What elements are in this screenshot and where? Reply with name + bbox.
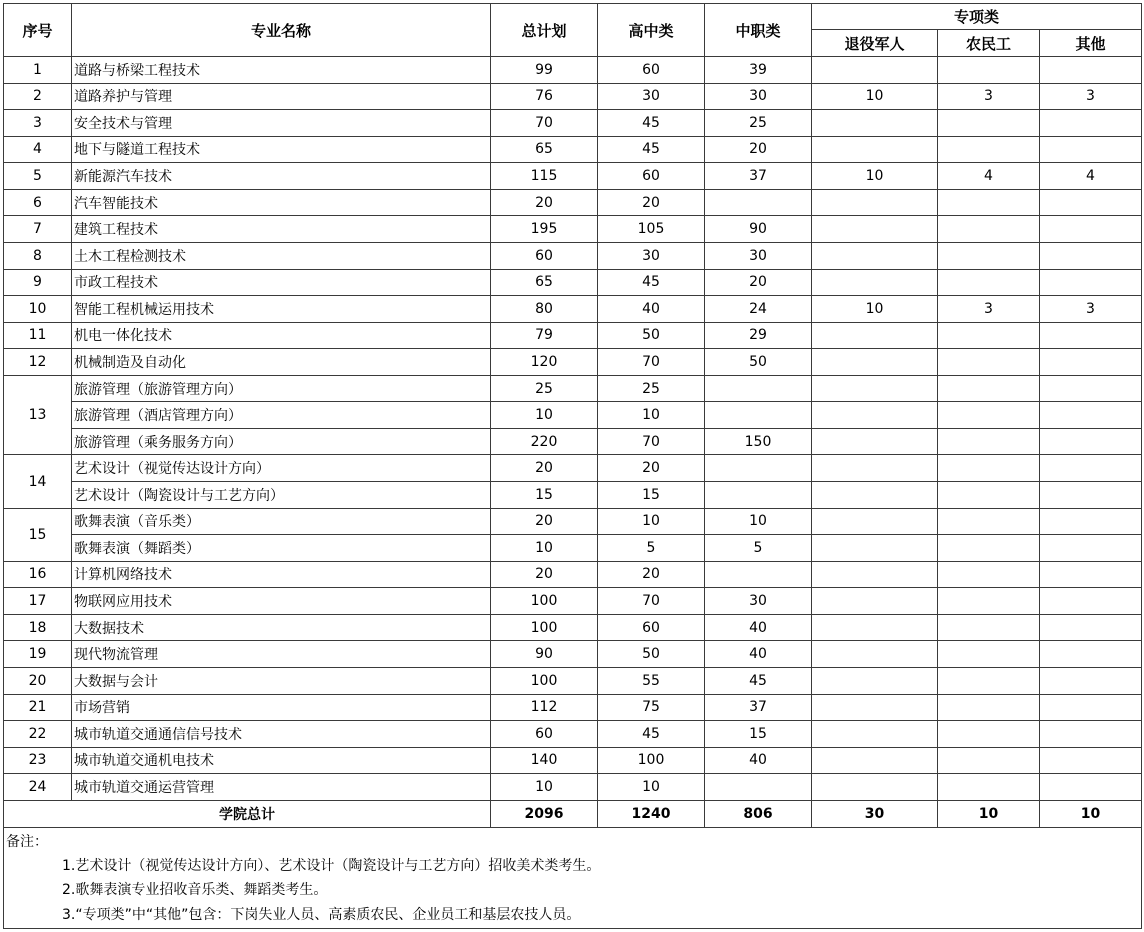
vocational-cell bbox=[705, 482, 812, 509]
total-plan-cell: 140 bbox=[491, 747, 598, 774]
seq-cell: 22 bbox=[4, 721, 72, 748]
major-name-cell: 安全技术与管理 bbox=[72, 110, 491, 137]
vocational-cell: 25 bbox=[705, 110, 812, 137]
veterans-cell: 10 bbox=[812, 163, 938, 190]
table-row bbox=[4, 296, 1142, 323]
high-school-cell: 30 bbox=[598, 83, 705, 110]
seq-cell: 1 bbox=[4, 57, 72, 84]
header-migrant-workers: 农民工 bbox=[938, 30, 1040, 57]
summary-vocational: 806 bbox=[705, 800, 812, 827]
seq-cell: 2 bbox=[4, 83, 72, 110]
note-item: 3.“专项类”中“其他”包含：下岗失业人员、高素质农民、企业员工和基层农技人员。 bbox=[62, 906, 581, 923]
enrollment-sheet bbox=[3, 3, 1141, 929]
high-school-cell: 45 bbox=[598, 269, 705, 296]
major-name-cell: 新能源汽车技术 bbox=[72, 163, 491, 190]
high-school-cell: 25 bbox=[598, 375, 705, 402]
migrant-workers-cell bbox=[938, 774, 1040, 801]
migrant-workers-cell bbox=[938, 721, 1040, 748]
seq-cell: 6 bbox=[4, 189, 72, 216]
veterans-cell bbox=[812, 189, 938, 216]
vocational-cell: 10 bbox=[705, 508, 812, 535]
veterans-cell bbox=[812, 455, 938, 482]
migrant-workers-cell bbox=[938, 588, 1040, 615]
veterans-cell bbox=[812, 242, 938, 269]
veterans-cell bbox=[812, 535, 938, 562]
table-row bbox=[4, 561, 1142, 588]
high-school-cell: 55 bbox=[598, 667, 705, 694]
other-cell bbox=[1040, 721, 1142, 748]
migrant-workers-cell bbox=[938, 375, 1040, 402]
header-major-name: 专业名称 bbox=[72, 4, 491, 57]
high-school-cell: 15 bbox=[598, 482, 705, 509]
header-other: 其他 bbox=[1040, 30, 1142, 57]
veterans-cell bbox=[812, 482, 938, 509]
total-plan-cell: 80 bbox=[491, 296, 598, 323]
migrant-workers-cell bbox=[938, 189, 1040, 216]
veterans-cell bbox=[812, 375, 938, 402]
other-cell bbox=[1040, 614, 1142, 641]
major-name-cell: 地下与隧道工程技术 bbox=[72, 136, 491, 163]
other-cell bbox=[1040, 349, 1142, 376]
total-plan-cell: 20 bbox=[491, 561, 598, 588]
major-name-cell: 建筑工程技术 bbox=[72, 216, 491, 243]
other-cell: 3 bbox=[1040, 296, 1142, 323]
seq-cell: 9 bbox=[4, 269, 72, 296]
veterans-cell bbox=[812, 721, 938, 748]
veterans-cell bbox=[812, 402, 938, 429]
table-row bbox=[4, 216, 1142, 243]
veterans-cell bbox=[812, 57, 938, 84]
high-school-cell: 10 bbox=[598, 402, 705, 429]
seq-cell: 13 bbox=[4, 375, 72, 455]
major-name-cell: 歌舞表演（舞蹈类） bbox=[72, 535, 491, 562]
total-plan-cell: 10 bbox=[491, 774, 598, 801]
total-plan-cell: 60 bbox=[491, 721, 598, 748]
high-school-cell: 105 bbox=[598, 216, 705, 243]
total-plan-cell: 70 bbox=[491, 110, 598, 137]
seq-cell: 3 bbox=[4, 110, 72, 137]
header-vocational: 中职类 bbox=[705, 4, 812, 57]
table-row bbox=[4, 136, 1142, 163]
high-school-cell: 50 bbox=[598, 641, 705, 668]
veterans-cell bbox=[812, 269, 938, 296]
major-name-cell: 市场营销 bbox=[72, 694, 491, 721]
migrant-workers-cell bbox=[938, 216, 1040, 243]
other-cell bbox=[1040, 667, 1142, 694]
major-name-cell: 现代物流管理 bbox=[72, 641, 491, 668]
vocational-cell bbox=[705, 375, 812, 402]
vocational-cell: 20 bbox=[705, 136, 812, 163]
seq-cell: 21 bbox=[4, 694, 72, 721]
vocational-cell: 37 bbox=[705, 694, 812, 721]
total-plan-cell: 99 bbox=[491, 57, 598, 84]
other-cell bbox=[1040, 189, 1142, 216]
table-row bbox=[4, 322, 1142, 349]
seq-cell: 19 bbox=[4, 641, 72, 668]
table-row bbox=[4, 242, 1142, 269]
total-plan-cell: 25 bbox=[491, 375, 598, 402]
migrant-workers-cell: 3 bbox=[938, 296, 1040, 323]
veterans-cell bbox=[812, 561, 938, 588]
veterans-cell: 10 bbox=[812, 296, 938, 323]
vocational-cell: 29 bbox=[705, 322, 812, 349]
veterans-cell bbox=[812, 110, 938, 137]
major-name-cell: 旅游管理（旅游管理方向） bbox=[72, 375, 491, 402]
other-cell bbox=[1040, 402, 1142, 429]
high-school-cell: 10 bbox=[598, 774, 705, 801]
table-row bbox=[4, 110, 1142, 137]
high-school-cell: 20 bbox=[598, 455, 705, 482]
seq-cell: 4 bbox=[4, 136, 72, 163]
other-cell bbox=[1040, 216, 1142, 243]
vocational-cell: 30 bbox=[705, 242, 812, 269]
seq-cell: 17 bbox=[4, 588, 72, 615]
high-school-cell: 60 bbox=[598, 163, 705, 190]
header-special: 专项类 bbox=[812, 4, 1142, 30]
veterans-cell bbox=[812, 588, 938, 615]
high-school-cell: 45 bbox=[598, 136, 705, 163]
vocational-cell: 90 bbox=[705, 216, 812, 243]
summary-row bbox=[4, 800, 1142, 827]
vocational-cell: 37 bbox=[705, 163, 812, 190]
high-school-cell: 45 bbox=[598, 110, 705, 137]
total-plan-cell: 120 bbox=[491, 349, 598, 376]
high-school-cell: 20 bbox=[598, 561, 705, 588]
summary-veterans: 30 bbox=[812, 800, 938, 827]
total-plan-cell: 115 bbox=[491, 163, 598, 190]
major-name-cell: 道路与桥梁工程技术 bbox=[72, 57, 491, 84]
major-name-cell: 艺术设计（视觉传达设计方向） bbox=[72, 455, 491, 482]
table-row bbox=[4, 375, 1142, 402]
seq-cell: 7 bbox=[4, 216, 72, 243]
header-veterans: 退役军人 bbox=[812, 30, 938, 57]
seq-cell: 24 bbox=[4, 774, 72, 801]
migrant-workers-cell bbox=[938, 428, 1040, 455]
total-plan-cell: 60 bbox=[491, 242, 598, 269]
high-school-cell: 5 bbox=[598, 535, 705, 562]
table-row bbox=[4, 482, 1142, 509]
high-school-cell: 75 bbox=[598, 694, 705, 721]
seq-cell: 16 bbox=[4, 561, 72, 588]
major-name-cell: 物联网应用技术 bbox=[72, 588, 491, 615]
other-cell bbox=[1040, 535, 1142, 562]
other-cell bbox=[1040, 694, 1142, 721]
major-name-cell: 旅游管理（乘务服务方向） bbox=[72, 428, 491, 455]
high-school-cell: 100 bbox=[598, 747, 705, 774]
total-plan-cell: 100 bbox=[491, 614, 598, 641]
other-cell bbox=[1040, 110, 1142, 137]
note-item: 1.艺术设计（视觉传达设计方向）、艺术设计（陶瓷设计与工艺方向）招收美术类考生。 bbox=[62, 857, 601, 874]
table-row bbox=[4, 269, 1142, 296]
table-row bbox=[4, 667, 1142, 694]
veterans-cell: 10 bbox=[812, 83, 938, 110]
table-row bbox=[4, 57, 1142, 84]
major-name-cell: 旅游管理（酒店管理方向） bbox=[72, 402, 491, 429]
major-name-cell: 机电一体化技术 bbox=[72, 322, 491, 349]
other-cell bbox=[1040, 242, 1142, 269]
other-cell bbox=[1040, 588, 1142, 615]
seq-cell: 10 bbox=[4, 296, 72, 323]
total-plan-cell: 65 bbox=[491, 269, 598, 296]
major-name-cell: 歌舞表演（音乐类） bbox=[72, 508, 491, 535]
migrant-workers-cell bbox=[938, 667, 1040, 694]
veterans-cell bbox=[812, 428, 938, 455]
major-name-cell: 机械制造及自动化 bbox=[72, 349, 491, 376]
other-cell bbox=[1040, 375, 1142, 402]
table-row bbox=[4, 747, 1142, 774]
migrant-workers-cell bbox=[938, 136, 1040, 163]
other-cell bbox=[1040, 774, 1142, 801]
high-school-cell: 40 bbox=[598, 296, 705, 323]
vocational-cell: 50 bbox=[705, 349, 812, 376]
enrollment-plan-table bbox=[3, 3, 1142, 929]
total-plan-cell: 100 bbox=[491, 588, 598, 615]
high-school-cell: 60 bbox=[598, 614, 705, 641]
header-seq: 序号 bbox=[4, 4, 72, 57]
migrant-workers-cell bbox=[938, 508, 1040, 535]
other-cell bbox=[1040, 482, 1142, 509]
vocational-cell: 45 bbox=[705, 667, 812, 694]
migrant-workers-cell bbox=[938, 57, 1040, 84]
table-row bbox=[4, 721, 1142, 748]
notes-label: 备注： bbox=[6, 833, 48, 850]
major-name-cell: 大数据技术 bbox=[72, 614, 491, 641]
vocational-cell: 15 bbox=[705, 721, 812, 748]
migrant-workers-cell bbox=[938, 482, 1040, 509]
total-plan-cell: 20 bbox=[491, 189, 598, 216]
total-plan-cell: 15 bbox=[491, 482, 598, 509]
veterans-cell bbox=[812, 774, 938, 801]
total-plan-cell: 10 bbox=[491, 535, 598, 562]
vocational-cell: 24 bbox=[705, 296, 812, 323]
total-plan-cell: 112 bbox=[491, 694, 598, 721]
table-row bbox=[4, 349, 1142, 376]
other-cell: 4 bbox=[1040, 163, 1142, 190]
veterans-cell bbox=[812, 641, 938, 668]
vocational-cell: 20 bbox=[705, 269, 812, 296]
vocational-cell bbox=[705, 402, 812, 429]
vocational-cell: 30 bbox=[705, 588, 812, 615]
total-plan-cell: 76 bbox=[491, 83, 598, 110]
total-plan-cell: 220 bbox=[491, 428, 598, 455]
migrant-workers-cell: 3 bbox=[938, 83, 1040, 110]
total-plan-cell: 195 bbox=[491, 216, 598, 243]
other-cell bbox=[1040, 641, 1142, 668]
table-row bbox=[4, 83, 1142, 110]
migrant-workers-cell bbox=[938, 641, 1040, 668]
major-name-cell: 土木工程检测技术 bbox=[72, 242, 491, 269]
major-name-cell: 计算机网络技术 bbox=[72, 561, 491, 588]
summary-migrant-workers: 10 bbox=[938, 800, 1040, 827]
other-cell bbox=[1040, 136, 1142, 163]
vocational-cell bbox=[705, 561, 812, 588]
summary-high-school: 1240 bbox=[598, 800, 705, 827]
vocational-cell: 40 bbox=[705, 747, 812, 774]
other-cell: 3 bbox=[1040, 83, 1142, 110]
migrant-workers-cell bbox=[938, 402, 1040, 429]
veterans-cell bbox=[812, 349, 938, 376]
total-plan-cell: 10 bbox=[491, 402, 598, 429]
seq-cell: 20 bbox=[4, 667, 72, 694]
major-name-cell: 艺术设计（陶瓷设计与工艺方向） bbox=[72, 482, 491, 509]
summary-other: 10 bbox=[1040, 800, 1142, 827]
seq-cell: 12 bbox=[4, 349, 72, 376]
veterans-cell bbox=[812, 747, 938, 774]
high-school-cell: 50 bbox=[598, 322, 705, 349]
migrant-workers-cell bbox=[938, 747, 1040, 774]
seq-cell: 18 bbox=[4, 614, 72, 641]
seq-cell: 5 bbox=[4, 163, 72, 190]
vocational-cell: 40 bbox=[705, 641, 812, 668]
seq-cell: 8 bbox=[4, 242, 72, 269]
migrant-workers-cell bbox=[938, 614, 1040, 641]
other-cell bbox=[1040, 455, 1142, 482]
migrant-workers-cell bbox=[938, 322, 1040, 349]
note-item: 2.歌舞表演专业招收音乐类、舞蹈类考生。 bbox=[62, 882, 328, 899]
vocational-cell: 40 bbox=[705, 614, 812, 641]
high-school-cell: 70 bbox=[598, 588, 705, 615]
vocational-cell bbox=[705, 774, 812, 801]
high-school-cell: 70 bbox=[598, 349, 705, 376]
other-cell bbox=[1040, 428, 1142, 455]
major-name-cell: 城市轨道交通运营管理 bbox=[72, 774, 491, 801]
migrant-workers-cell bbox=[938, 535, 1040, 562]
high-school-cell: 30 bbox=[598, 242, 705, 269]
vocational-cell bbox=[705, 455, 812, 482]
migrant-workers-cell bbox=[938, 694, 1040, 721]
table-row bbox=[4, 455, 1142, 482]
table-row bbox=[4, 163, 1142, 190]
migrant-workers-cell: 4 bbox=[938, 163, 1040, 190]
vocational-cell: 39 bbox=[705, 57, 812, 84]
major-name-cell: 城市轨道交通通信信号技术 bbox=[72, 721, 491, 748]
other-cell bbox=[1040, 747, 1142, 774]
table-row bbox=[4, 189, 1142, 216]
migrant-workers-cell bbox=[938, 561, 1040, 588]
veterans-cell bbox=[812, 667, 938, 694]
total-plan-cell: 20 bbox=[491, 508, 598, 535]
table-row bbox=[4, 508, 1142, 535]
veterans-cell bbox=[812, 322, 938, 349]
table-row bbox=[4, 641, 1142, 668]
migrant-workers-cell bbox=[938, 242, 1040, 269]
migrant-workers-cell bbox=[938, 110, 1040, 137]
veterans-cell bbox=[812, 508, 938, 535]
vocational-cell: 5 bbox=[705, 535, 812, 562]
major-name-cell: 智能工程机械运用技术 bbox=[72, 296, 491, 323]
veterans-cell bbox=[812, 694, 938, 721]
high-school-cell: 10 bbox=[598, 508, 705, 535]
table-row bbox=[4, 402, 1142, 429]
total-plan-cell: 90 bbox=[491, 641, 598, 668]
other-cell bbox=[1040, 57, 1142, 84]
veterans-cell bbox=[812, 216, 938, 243]
table-row bbox=[4, 774, 1142, 801]
summary-total-plan: 2096 bbox=[491, 800, 598, 827]
major-name-cell: 大数据与会计 bbox=[72, 667, 491, 694]
other-cell bbox=[1040, 508, 1142, 535]
notes-row bbox=[4, 827, 1142, 928]
header-row bbox=[4, 4, 1142, 30]
high-school-cell: 60 bbox=[598, 57, 705, 84]
other-cell bbox=[1040, 322, 1142, 349]
other-cell bbox=[1040, 561, 1142, 588]
total-plan-cell: 65 bbox=[491, 136, 598, 163]
header-high-school: 高中类 bbox=[598, 4, 705, 57]
total-plan-cell: 100 bbox=[491, 667, 598, 694]
seq-cell: 14 bbox=[4, 455, 72, 508]
other-cell bbox=[1040, 269, 1142, 296]
notes-cell bbox=[4, 827, 1142, 928]
seq-cell: 23 bbox=[4, 747, 72, 774]
table-row bbox=[4, 614, 1142, 641]
total-plan-cell: 20 bbox=[491, 455, 598, 482]
migrant-workers-cell bbox=[938, 269, 1040, 296]
major-name-cell: 道路养护与管理 bbox=[72, 83, 491, 110]
table-row bbox=[4, 535, 1142, 562]
seq-cell: 15 bbox=[4, 508, 72, 561]
migrant-workers-cell bbox=[938, 349, 1040, 376]
vocational-cell: 30 bbox=[705, 83, 812, 110]
table-row bbox=[4, 694, 1142, 721]
table-row bbox=[4, 428, 1142, 455]
major-name-cell: 城市轨道交通机电技术 bbox=[72, 747, 491, 774]
high-school-cell: 45 bbox=[598, 721, 705, 748]
major-name-cell: 市政工程技术 bbox=[72, 269, 491, 296]
high-school-cell: 20 bbox=[598, 189, 705, 216]
migrant-workers-cell bbox=[938, 455, 1040, 482]
high-school-cell: 70 bbox=[598, 428, 705, 455]
vocational-cell bbox=[705, 189, 812, 216]
vocational-cell: 150 bbox=[705, 428, 812, 455]
veterans-cell bbox=[812, 614, 938, 641]
seq-cell: 11 bbox=[4, 322, 72, 349]
total-plan-cell: 79 bbox=[491, 322, 598, 349]
header-total-plan: 总计划 bbox=[491, 4, 598, 57]
table-row bbox=[4, 588, 1142, 615]
major-name-cell: 汽车智能技术 bbox=[72, 189, 491, 216]
veterans-cell bbox=[812, 136, 938, 163]
summary-label: 学院总计 bbox=[4, 800, 491, 827]
